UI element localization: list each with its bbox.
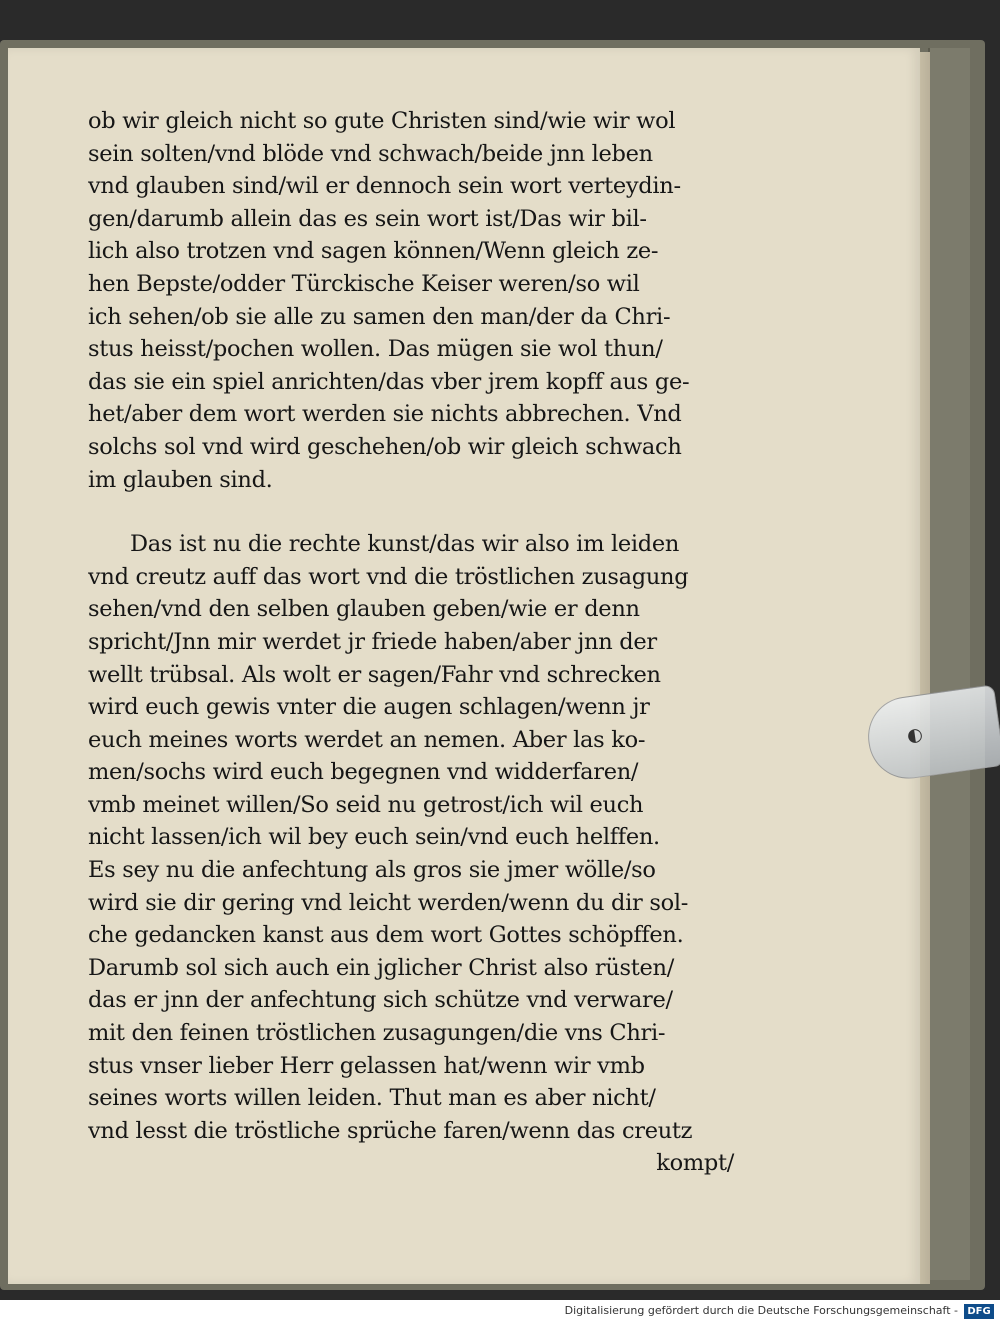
text-line: sein solten/vnd blöde vnd schwach/beide jnn leben: [88, 140, 653, 167]
text-line: wellt trübsal. Als wolt er sagen/Fahr vnd schrecken: [88, 661, 661, 688]
text-line: im glauben sind.: [88, 466, 273, 493]
text-line: vmb meinet willen/So seid nu getrost/ich wil euch: [88, 791, 644, 818]
text-line: euch meines worts werdet an nemen. Aber las ko-: [88, 726, 646, 753]
text-line: solchs sol vnd wird geschehen/ob wir gleich schwach: [88, 433, 682, 460]
text-line: wird euch gewis vnter die augen schlagen/wenn jr: [88, 694, 650, 721]
text-line: vnd creutz auff das wort vnd die tröstlichen zusagung: [88, 563, 689, 590]
text-line: Darumb sol sich auch ein jglicher Christ also rüsten/: [88, 954, 674, 981]
paragraph-gap: [88, 496, 748, 528]
text-line: men/sochs wird euch begegnen vnd widderfaren/: [88, 759, 639, 786]
text-line: mit den feinen tröstlichen zusagungen/die vns Chri-: [88, 1020, 666, 1047]
binding-spine: [928, 48, 970, 1280]
text-line: stus vnser lieber Herr gelassen hat/wenn wir vmb: [88, 1052, 645, 1079]
text-line: gen/darumb allein das es sein wort ist/Das wir bil-: [88, 205, 647, 232]
text-line: hen Bepste/odder Türckische Keiser weren/so wil: [88, 270, 640, 297]
text-line: das sie ein spiel anrichten/das vber jrem kopff aus ge-: [88, 368, 690, 395]
paragraph-2: [88, 528, 748, 1147]
footer-bar: [0, 1300, 1000, 1325]
text-line: stus heisst/pochen wollen. Das mügen sie wol thun/: [88, 336, 663, 363]
page-text: [88, 105, 748, 1180]
text-line: spricht/Jnn mir werdet jr friede haben/aber jnn der: [88, 628, 657, 655]
text-line: nicht lassen/ich wil bey euch sein/vnd euch helffen.: [88, 824, 660, 851]
text-line: het/aber dem wort werden sie nichts abbrechen. Vnd: [88, 401, 682, 428]
text-line: che gedancken kanst aus dem wort Gottes schöpffen.: [88, 922, 684, 949]
text-line: lich also trotzen vnd sagen können/Wenn gleich ze-: [88, 238, 659, 265]
text-line: ich sehen/ob sie alle zu samen den man/der da Chri-: [88, 303, 671, 330]
text-line: sehen/vnd den selben glauben geben/wie er denn: [88, 596, 640, 623]
text-line: das er jnn der anfechtung sich schütze vnd verware/: [88, 987, 673, 1014]
text-line: Das ist nu die rechte kunst/das wir also im leiden: [130, 531, 680, 558]
text-line: vnd lesst die tröstliche sprüche faren/wenn das creutz: [88, 1117, 693, 1144]
text-line: ob wir gleich nicht so gute Christen sind/wie wir wol: [88, 108, 676, 134]
funding-credit: Digitalisierung gefördert durch die Deutsche Forschungsgemeinschaft -: [564, 1304, 958, 1317]
text-line: seines worts willen leiden. Thut man es aber nicht/: [88, 1085, 656, 1112]
clip-mark-icon: ◐: [905, 723, 925, 747]
text-line: vnd glauben sind/wil er dennoch sein wort verteydin-: [88, 173, 681, 200]
text-line: Es sey nu die anfechtung als gros sie jmer wölle/so: [88, 857, 656, 884]
text-line: wird sie dir gering vnd leicht werden/wenn du dir sol-: [88, 889, 689, 916]
paragraph-1: [88, 105, 748, 496]
catchword: kompt/: [656, 1150, 734, 1177]
dfg-logo[interactable]: DFG: [964, 1304, 994, 1319]
